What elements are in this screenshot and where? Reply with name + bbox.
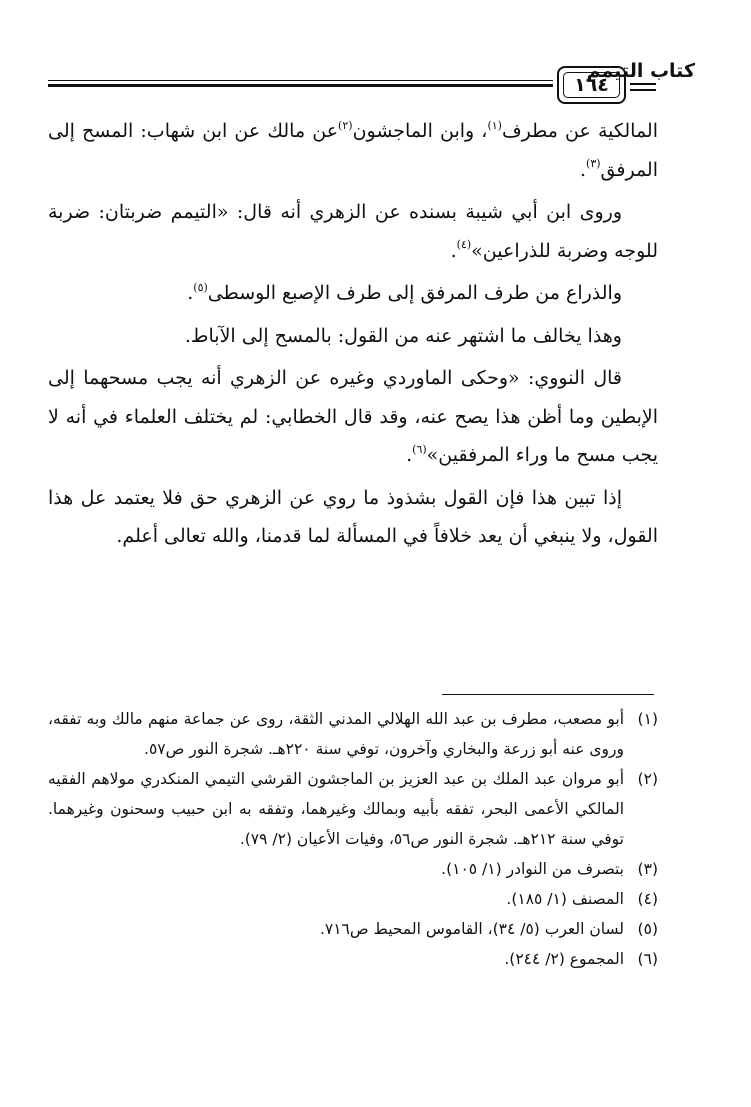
footnote-ref-5[interactable]: (٥)	[193, 280, 208, 294]
page-number-frame	[557, 66, 626, 104]
text-run: عن مالك عن ابن شهاب: المسح إلى المرفق	[48, 120, 658, 181]
footnote-ref-1[interactable]: (١)	[487, 118, 502, 132]
footnote-number: (٣)	[637, 860, 658, 878]
footnote-2	[48, 764, 658, 854]
footnote-ref-6[interactable]: (٦)	[412, 442, 427, 456]
paragraph-4: وهذا يخالف ما اشتهر عنه من القول: بالمسح إلى الآباط.	[184, 324, 622, 347]
footnote-number: (٤)	[637, 890, 658, 908]
header-rule-short-bottom	[630, 89, 656, 91]
paragraph-1	[48, 112, 658, 189]
footnote-separator	[442, 694, 654, 695]
paragraph-6: إذا تبين هذا فإن القول بشذوذ ما روي عن الزهري حق فلا يعتمد عل هذا القول، ولا ينبغي أن يعد خلافاً في المسألة لما قدمنا، والله تعالى أعلم.	[48, 486, 658, 547]
footnote-3	[48, 854, 658, 884]
text-run: .	[406, 444, 413, 466]
text-run: وروى ابن أبي شيبة بسنده عن الزهري أنه قال: «التيمم ضربتان: ضربة للوجه وضربة للذراعين»	[48, 201, 658, 262]
text-run: .	[579, 158, 587, 181]
running-header-title: كتاب التيمم	[586, 60, 695, 82]
footnote-number: (٢)	[637, 770, 658, 788]
text-run: ، وابن الماجشون	[352, 120, 488, 142]
footnote-4	[48, 884, 658, 914]
footnote-text: بتصرف من النوادر (١/ ١٠٥).	[441, 860, 624, 878]
footnote-1	[48, 704, 658, 764]
footnote-text: أبو مصعب، مطرف بن عبد الله الهلالي المدني الثقة، روى عن جماعة منهم مالك وبه تفقه، وروى عنه أبو زرعة والبخاري وآخرون، توفي سنة ٢٢٠هـ. شجرة النور ص٥٧.	[48, 710, 624, 758]
header-rule-thin	[48, 80, 553, 81]
footnote-text: لسان العرب (٥/ ٣٤)، القاموس المحيط ص٧١٦.	[319, 920, 624, 938]
text-run: قال النووي: «وحكى الماوردي وغيره عن الزهري أنه يجب مسحهما إلى الإبطين وما أظن هذا يصح عنه، وقد قال الخطابي: لم يختلف العلماء في أنه لا يجب مسح ما وراء المرفقين»	[48, 367, 658, 466]
footnote-text: المجموع (٢/ ٢٤٤).	[504, 950, 624, 968]
header-rule-thick	[48, 84, 553, 87]
footnote-number: (١)	[637, 710, 658, 728]
text-run: المالكية عن مطرف	[501, 120, 658, 142]
text-run: .	[187, 282, 194, 304]
text-run: .	[450, 239, 457, 262]
paragraph-3	[48, 274, 658, 313]
paragraph-5	[48, 359, 658, 475]
footnote-5	[48, 914, 658, 944]
footnote-number: (٥)	[637, 920, 658, 938]
page-number: ١٦٤	[563, 72, 620, 98]
paragraph-2	[48, 193, 658, 270]
footnotes	[48, 704, 658, 974]
footnote-ref-4[interactable]: (٤)	[456, 238, 472, 252]
footnote-6	[48, 944, 658, 974]
text-run: والذراع من طرف المرفق إلى طرف الإصبع الوسطى	[207, 282, 622, 304]
header-rule-short-top	[630, 83, 656, 85]
footnote-text: المصنف (١/ ١٨٥).	[506, 890, 624, 908]
main-text	[48, 112, 658, 560]
footnote-text: أبو مروان عبد الملك بن عبد العزيز بن الماجشون القرشي التيمي المنكدري مولاهم الفقيه المالكي الأعمى البحر، تفقه بأبيه وبمالك وغيرهما، وتفقه به ابن حبيب وسحنون وغيرهما. توفي سنة ٢١٢هـ. شجرة النور ص٥٦، وفيات الأعيان (٢/ ٧٩).	[48, 770, 624, 848]
footnote-ref-2[interactable]: (٢)	[338, 118, 353, 132]
footnote-number: (٦)	[637, 950, 658, 968]
footnote-ref-3[interactable]: (٣)	[586, 157, 601, 171]
